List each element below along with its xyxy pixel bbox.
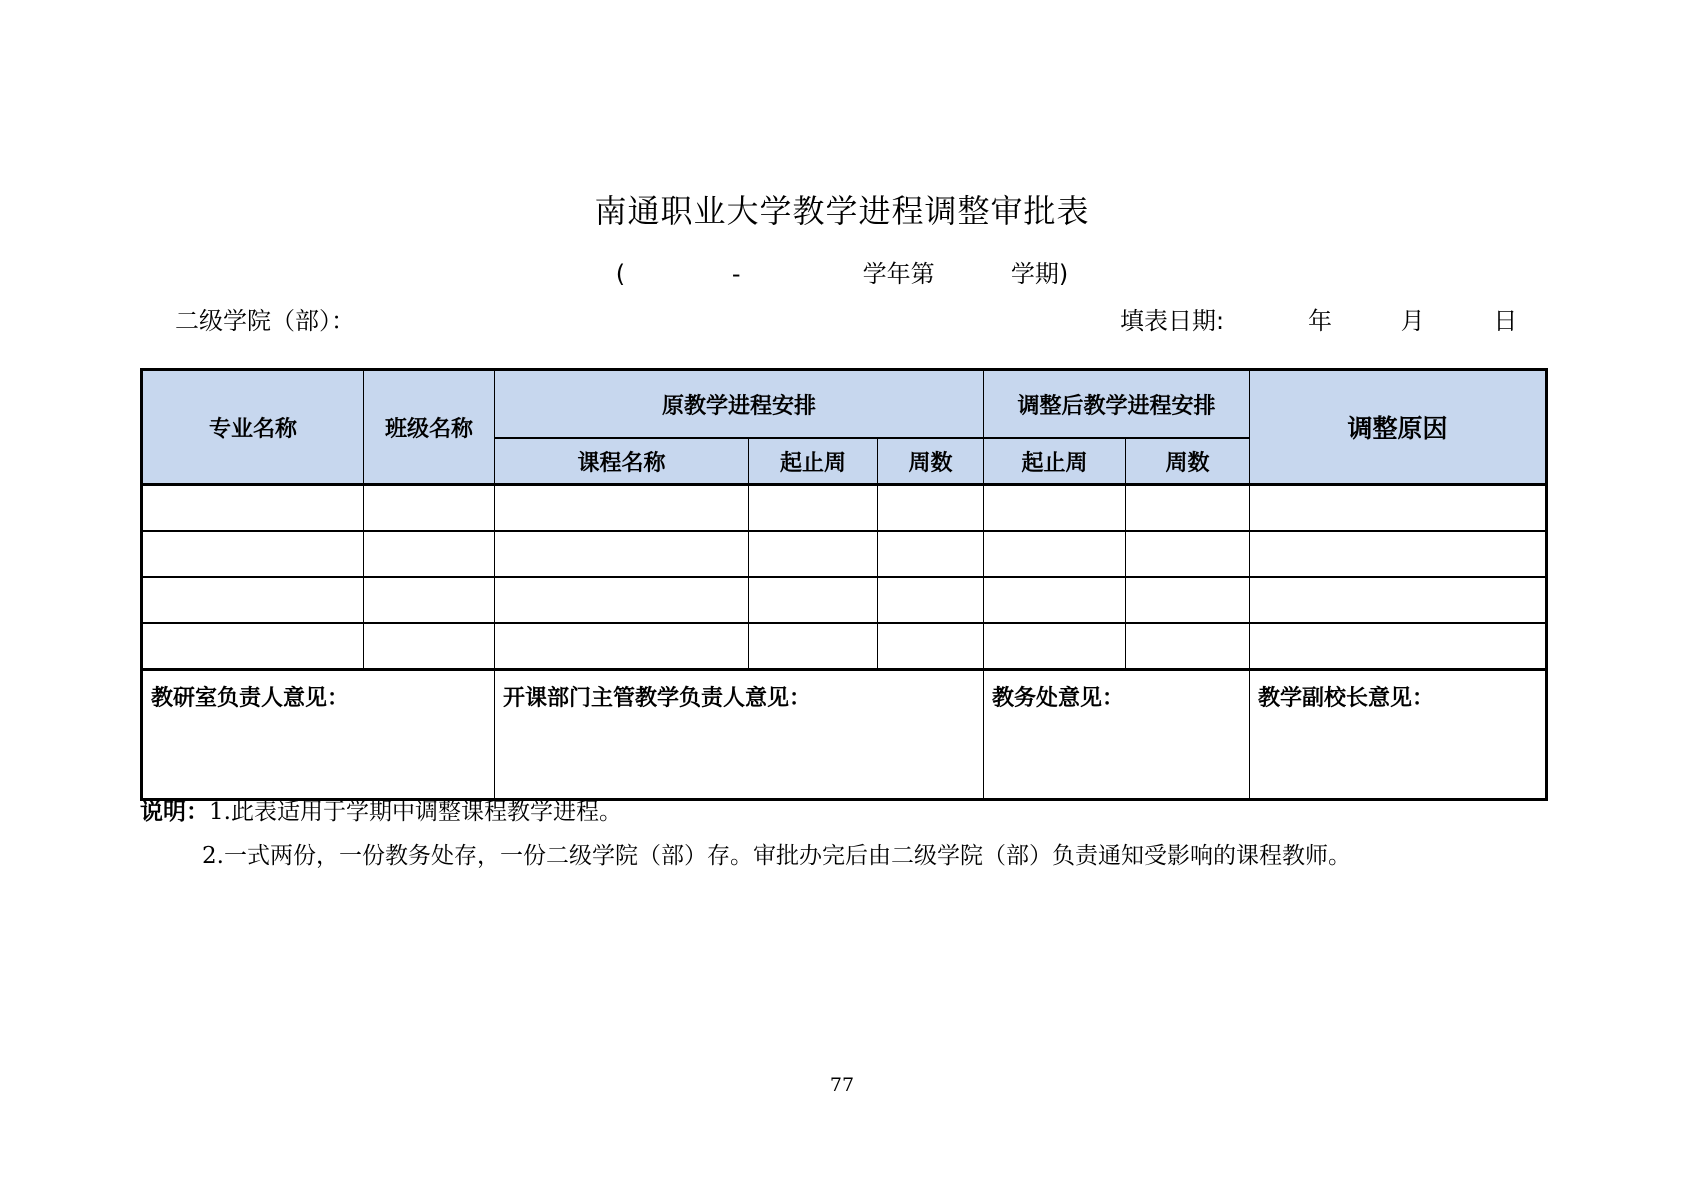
table-cell-empty[interactable] xyxy=(364,623,495,670)
page-title: 南通职业大学教学进程调整审批表 xyxy=(594,192,1090,230)
table-cell-empty[interactable] xyxy=(1250,531,1547,577)
header-major: 专业名称 xyxy=(142,370,364,485)
note-line-2 xyxy=(140,834,1560,878)
table-cell-empty[interactable] xyxy=(984,531,1126,577)
opinion-vice-president[interactable]: 教学副校长意见： xyxy=(1250,670,1547,800)
table-cell-empty[interactable] xyxy=(142,531,364,577)
table-row-empty xyxy=(142,623,1547,670)
header-weeks-original: 周数 xyxy=(878,438,984,485)
note-line-1 xyxy=(140,790,1560,834)
note-item-2: 2.一式两份，一份教务处存，一份二级学院（部）存。审批办完后由二级学院（部）负责通知受影响的课程教师。 xyxy=(202,843,1351,869)
table-cell-empty[interactable] xyxy=(142,485,364,532)
header-reason: 调整原因 xyxy=(1250,370,1547,485)
table-cell-empty[interactable] xyxy=(1250,577,1547,623)
semester-subtitle: ( - 学年第 学期) xyxy=(615,260,1069,288)
approval-table xyxy=(140,368,1548,801)
note-item-1: 1.此表适用于学期中调整课程教学进程。 xyxy=(209,799,622,825)
note-label: 说明： xyxy=(140,798,209,825)
table-row-empty xyxy=(142,577,1547,623)
table-cell-empty[interactable] xyxy=(984,577,1126,623)
table-cell-empty[interactable] xyxy=(364,531,495,577)
table-row-empty xyxy=(142,531,1547,577)
header-original-group: 原教学进程安排 xyxy=(495,370,984,439)
page-number: 77 xyxy=(829,1074,855,1096)
table-cell-empty[interactable] xyxy=(495,531,749,577)
table-cell-empty[interactable] xyxy=(364,577,495,623)
table-cell-empty[interactable] xyxy=(495,623,749,670)
table-cell-empty[interactable] xyxy=(878,577,984,623)
opinion-course-department[interactable]: 开课部门主管教学负责人意见： xyxy=(495,670,984,800)
table-cell-empty[interactable] xyxy=(1250,485,1547,532)
table-row-empty xyxy=(142,485,1547,532)
table-cell-empty[interactable] xyxy=(1126,577,1250,623)
opinion-academic-affairs[interactable]: 教务处意见： xyxy=(984,670,1250,800)
notes-section xyxy=(140,790,1560,878)
header-course-name: 课程名称 xyxy=(495,438,749,485)
header-class: 班级名称 xyxy=(364,370,495,485)
table-cell-empty[interactable] xyxy=(495,577,749,623)
table-cell-empty[interactable] xyxy=(142,623,364,670)
table-cell-empty[interactable] xyxy=(878,623,984,670)
table-cell-empty[interactable] xyxy=(878,531,984,577)
header-row-1 xyxy=(142,370,1547,439)
table-cell-empty[interactable] xyxy=(142,577,364,623)
table-cell-empty[interactable] xyxy=(984,623,1126,670)
header-adjusted-group: 调整后教学进程安排 xyxy=(984,370,1250,439)
header-weeks-adjusted: 周数 xyxy=(1126,438,1250,485)
table-cell-empty[interactable] xyxy=(749,485,878,532)
opinion-row xyxy=(142,670,1547,800)
header-start-end-week-adjusted: 起止周 xyxy=(984,438,1126,485)
table-cell-empty[interactable] xyxy=(749,531,878,577)
table-cell-empty[interactable] xyxy=(1126,485,1250,532)
table-cell-empty[interactable] xyxy=(749,623,878,670)
table-cell-empty[interactable] xyxy=(1126,623,1250,670)
table-cell-empty[interactable] xyxy=(495,485,749,532)
table-cell-empty[interactable] xyxy=(984,485,1126,532)
table-cell-empty[interactable] xyxy=(1250,623,1547,670)
fill-date-label: 填表日期: 年 月 日 xyxy=(1120,307,1518,335)
header-start-end-week-original: 起止周 xyxy=(749,438,878,485)
table-cell-empty[interactable] xyxy=(878,485,984,532)
table-cell-empty[interactable] xyxy=(749,577,878,623)
table-cell-empty[interactable] xyxy=(1126,531,1250,577)
opinion-teaching-research-office[interactable]: 教研室负责人意见： xyxy=(142,670,495,800)
college-label: 二级学院（部）： xyxy=(175,307,355,335)
table-cell-empty[interactable] xyxy=(364,485,495,532)
